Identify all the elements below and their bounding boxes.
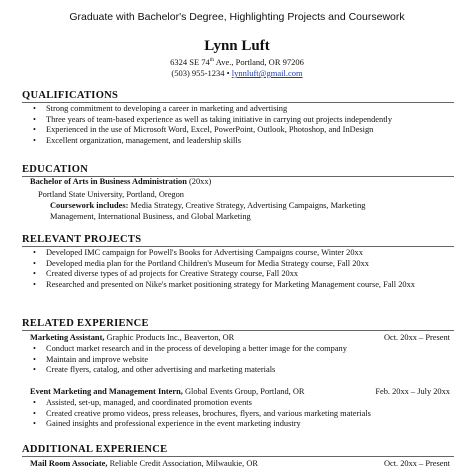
project-item: • Developed IMC campaign for Powell's Books for Advertising Campaigns course, Winter 20xx <box>33 248 448 259</box>
qualifications-divider <box>22 102 454 103</box>
school-line: Portland State University, Portland, Oregon <box>38 190 184 199</box>
additional-experience-divider <box>22 456 454 457</box>
job-title: Event Marketing and Management Intern, <box>30 387 183 396</box>
qualifications-heading: QUALIFICATIONS <box>22 90 119 101</box>
job-duty-item: • Create flyers, catalog, and other advertising and marketing materials <box>33 365 448 376</box>
job-dates: Feb. 20xx – July 20xx <box>375 387 450 396</box>
email-link[interactable]: lynnluft@gmail.com <box>231 68 303 78</box>
qualification-item: • Strong commitment to developing a career in marketing and advertising <box>33 104 448 115</box>
job-header <box>30 333 450 344</box>
degree-title: Bachelor of Arts in Business Administration <box>30 177 187 186</box>
qualification-item: • Experienced in the use of Microsoft Word, Excel, PowerPoint, Outlook, Photoshop, and InDesign <box>33 125 448 136</box>
additional-experience-heading: ADDITIONAL EXPERIENCE <box>22 444 168 455</box>
job-duty-item: • Assisted, set-up, managed, and coordinated promotion events <box>33 398 448 409</box>
degree-line <box>30 177 211 188</box>
education-heading: EDUCATION <box>22 164 89 175</box>
degree-year: (20xx) <box>186 177 212 186</box>
candidate-name: Lynn Luft <box>204 38 270 54</box>
job-duties-list <box>33 344 448 376</box>
address-number: 6324 SE 74 <box>170 57 210 67</box>
related-experience-divider <box>22 330 454 331</box>
qualification-item: • Three years of team-based experience as well as taking initiative in carrying out projects independently <box>33 115 448 126</box>
job-organization: Global Events Group, Portland, OR <box>182 387 305 396</box>
projects-list <box>33 248 448 290</box>
qualifications-list <box>33 104 448 146</box>
coursework-list: Media Strategy, Creative Strategy, Advertising Campaigns, Marketing <box>128 201 366 210</box>
projects-divider <box>22 246 454 247</box>
project-item: • Created diverse types of ad projects for Creative Strategy course, Fall 20xx <box>33 269 448 280</box>
related-experience-heading: RELATED EXPERIENCE <box>22 318 149 329</box>
job-dates: Oct. 20xx – Present <box>383 459 450 468</box>
address-line <box>0 57 474 67</box>
job-duty-item: • Created creative promo videos, press releases, brochures, flyers, and various marketing materials <box>33 409 448 420</box>
project-item: • Researched and presented on Nike's market positioning strategy for Marketing Management course, Fall 20xx <box>33 280 448 291</box>
job-duty-item: • Maintain and improve website <box>33 355 448 366</box>
contact-separator: • <box>224 68 232 78</box>
job-title: Mail Room Associate, <box>30 459 108 468</box>
job-organization: Graphic Products Inc., Beaverton, OR <box>104 333 235 342</box>
coursework-label: Coursework includes: <box>50 201 129 210</box>
coursework-line-continued: Management, International Business, and Global Marketing <box>50 212 251 221</box>
projects-heading: RELEVANT PROJECTS <box>22 234 142 245</box>
page-caption: Graduate with Bachelor's Degree, Highlighting Projects and Coursework <box>69 11 405 23</box>
job-duties-list <box>33 398 448 430</box>
address-suffix: th <box>209 57 215 64</box>
job-header <box>30 387 450 398</box>
project-item: • Developed media plan for the Portland Children's Museum for Media Strategy course, Fall 20xx <box>33 259 448 270</box>
job-header <box>30 459 450 470</box>
job-title: Marketing Assistant, <box>30 333 105 342</box>
qualification-item: • Excellent organization, management, and leadership skills <box>33 136 448 147</box>
job-organization: Reliable Credit Association, Milwaukie, OR <box>107 459 258 468</box>
contact-line <box>0 68 474 78</box>
phone-number: (503) 955-1234 <box>171 68 225 78</box>
address-rest: Ave., Portland, OR 97206 <box>214 57 304 67</box>
job-duty-item: • Gained insights and professional experience in the event marketing industry <box>33 419 448 430</box>
coursework-line <box>50 201 366 212</box>
job-dates: Oct. 20xx – Present <box>383 333 450 342</box>
job-duty-item: • Conduct market research and in the process of developing a better image for the company <box>33 344 448 355</box>
